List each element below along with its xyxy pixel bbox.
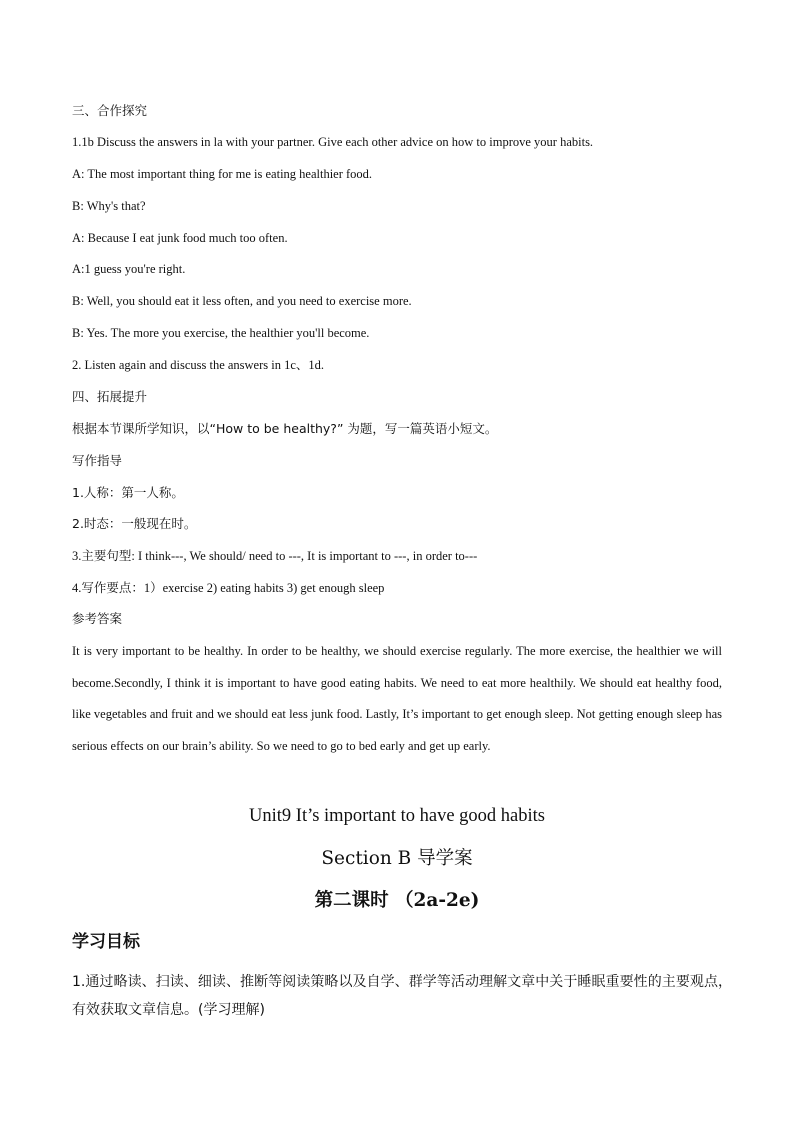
- reference-answer-title: 参考答案: [72, 611, 123, 626]
- question-2: 2. Listen again and discuss the answers in 1c、1d.: [72, 358, 325, 372]
- dialogue-line-5: B: Well, you should eat it less often, and you need to exercise more.: [72, 294, 412, 308]
- section-title: Section B 导学案: [321, 848, 473, 869]
- dialogue-line-1: A: The most important thing for me is eating healthier food.: [72, 167, 373, 181]
- dialogue-line-4: A:1 guess you're right.: [72, 262, 186, 276]
- section-three-heading: 三、合作探究: [72, 103, 148, 118]
- guide-item-4: 4.写作要点：1）exercise 2) eating habits 3) get enough sleep: [72, 581, 385, 595]
- guide-item-2: 2.时态：一般现在时。: [72, 516, 197, 531]
- dialogue-line-2: B: Why's that?: [72, 199, 146, 213]
- writing-task: 根据本节课所学知识，以“How to be healthy?” 为题，写一篇英语小短文。: [72, 421, 498, 436]
- dialogue-line-3: A: Because I eat junk food much too often.: [72, 231, 288, 245]
- section-four-heading: 四、拓展提升: [72, 389, 148, 404]
- guide-item-3: 3.主要句型: I think---, We should/ need to ---, It is important to ---, in order to---: [72, 549, 478, 563]
- objectives-heading: 学习目标: [72, 932, 140, 952]
- reference-answer-text: It is very important to be healthy. In order to be healthy, we should exercise regularly. The more exercise, the healthier we will become.Secondly, I think it is important to have good eating habits. We need to eat more healthily. We should eat healthy food, like vegetables and fruit and we should eat less junk food. Lastly, It’s important to get enough sleep. Not getting enough sleep has serious effects on our brain’s ability. So we need to go to bed early and get up early.: [72, 644, 722, 753]
- dialogue-line-6: B: Yes. The more you exercise, the healthier you'll become.: [72, 326, 370, 340]
- writing-guide-title: 写作指导: [72, 453, 123, 468]
- objective-1: 1.通过略读、扫读、细读、推断等阅读策略以及自学、群学等活动理解文章中关于睡眠重要性的主要观点，有效获取文章信息。(学习理解): [72, 974, 732, 1018]
- unit-title: Unit9 It’s important to have good habits: [249, 806, 545, 826]
- guide-item-1: 1.人称：第一人称。: [72, 485, 184, 500]
- question-1: 1.1b Discuss the answers in la with your partner. Give each other advice on how to improve your habits.: [72, 135, 594, 149]
- period-title: 第二课时 （2a-2e): [314, 890, 480, 911]
